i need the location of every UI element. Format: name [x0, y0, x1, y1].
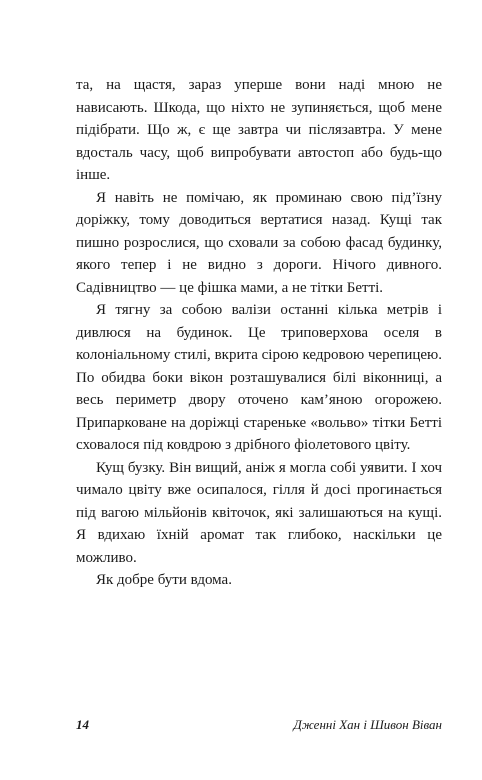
- book-page-body: [76, 74, 442, 592]
- page-number: 14: [76, 717, 89, 732]
- paragraph-home: Як добре бути вдома.: [96, 572, 232, 588]
- paragraph-house: Я тягну за собою валізи останні кілька метрів і дивлюся на будинок. Це триповерхова оселя в колоніальному стилі, вкрита сірою кедровою черепицею. По обидва боки вікон розташувалися білі віконниці, а весь периметр двору оточено кам’яною огорожею. Припарковане на доріжці стареньке «вольво» тітки Бетті сховалося під ковдрою з дрібного фіолетового цвіту.: [76, 302, 442, 453]
- paragraph-continuation: та, на щастя, зараз уперше вони наді мною не нависають. Шкода, що ніхто не зупиняється, щоб мене підібрати. Що ж, є ще завтра чи післязавтра. У мене вдосталь часу, щоб випробувати автостоп або будь-що інше.: [76, 77, 442, 183]
- paragraph-lilac: Кущ бузку. Він вищий, аніж я могла собі уявити. І хоч чимало цвіту вже осипалося, гілля й досі прогинається під вагою мільйонів квіточок, які залишаються на кущі. Я вдихаю їхній аромат так глибоко, наскільки це можливо.: [76, 459, 442, 566]
- running-head-authors: Дженні Хан і Шивон Віван: [293, 717, 442, 732]
- page-footer: [76, 717, 442, 737]
- paragraph-driveway: Я навіть не помічаю, як проминаю свою під’їзну доріжку, тому доводиться вертатися назад. Кущі так пишно розрослися, що сховали за собою фасад будинку, якого тепер і не видно з дороги. Нічого дивного. Садівництво — це фішка мами, а не тітки Бетті.: [76, 189, 442, 296]
